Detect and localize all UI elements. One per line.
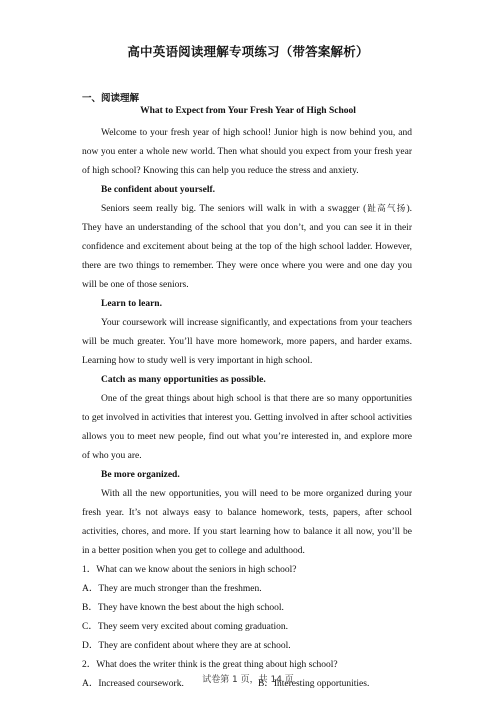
question-2-option-a[interactable]: A．Increased coursework.: [82, 679, 184, 689]
question-2-option-b[interactable]: B．Interesting opportunities.: [258, 679, 370, 689]
question-1-option-a[interactable]: A．They are much stronger than the freshmen.: [82, 584, 262, 594]
heading-opportunities: Catch as many opportunities as possible.: [101, 375, 266, 385]
question-1-stem: 1．What can we know about the seniors in high school?: [82, 565, 297, 575]
page-footer: 试卷第 1 页，共 14 页: [202, 675, 294, 685]
heading-learn: Learn to learn.: [101, 299, 162, 309]
heading-organized: Be more organized.: [101, 470, 180, 480]
section-heading: 一、阅读理解: [82, 93, 140, 104]
article-title: What to Expect from Your Fresh Year of High School: [140, 106, 356, 116]
question-1-option-c[interactable]: C．They seem very excited about coming graduation.: [82, 622, 289, 632]
paragraph-opportunities: One of the great things about high school is that there are so many opportunities to get involved in activities that interest you. Getting involved in after school activities allows you to meet new people, find out what you’re interested in, and explore more of who you are.: [82, 394, 412, 461]
heading-confident: Be confident about yourself.: [101, 185, 215, 195]
intro-paragraph: Welcome to your fresh year of high school! Junior high is now behind you, and now you enter a whole new world. Then what should you expect from your fresh year of high school? Knowing this can help you reduce the stress and anxiety.: [82, 128, 412, 176]
article-body: [82, 124, 412, 694]
question-1-option-b[interactable]: B．They have known the best about the high school.: [82, 603, 284, 613]
question-1-option-d[interactable]: D．They are confident about where they are at school.: [82, 641, 291, 651]
paragraph-organized: With all the new opportunities, you will need to be more organized during your fresh year. It’s not always easy to balance homework, tests, papers, after school activities, chores, and more. If you start learning how to balance it all now, you’ll be in a better position when you get to college and adulthood.: [82, 489, 412, 556]
chinese-gloss: 趾高气扬: [366, 204, 407, 214]
document-title: 高中英语阅读理解专项练习（带答案解析）: [127, 44, 369, 59]
paragraph-coursework: Your coursework will increase significantly, and expectations from your teachers will be much greater. You’ll have more homework, more papers, and harder exams. Learning how to study well is very important in high school.: [82, 318, 412, 366]
question-2-stem: 2．What does the writer think is the great thing about high school?: [82, 660, 338, 670]
paragraph-seniors: Seniors seem really big. The seniors will walk in with a swagger (趾高气扬). They have an understanding of the school that you don’t, and you can see it in their confidence and excitement about being at the top of the high school ladder. However, there are two things to remember. They were once where you were and one day you will be one of those seniors.: [82, 204, 412, 290]
